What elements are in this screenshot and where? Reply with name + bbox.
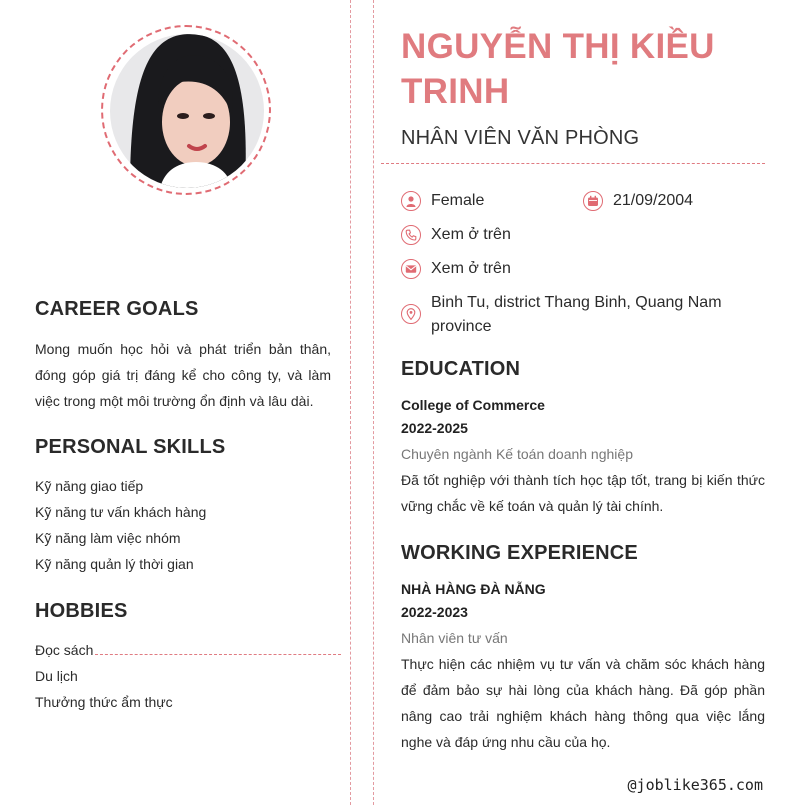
header (401, 24, 765, 150)
list-item: Kỹ năng giao tiếp (35, 478, 144, 494)
list-item: Kỹ năng làm việc nhóm (35, 530, 181, 546)
education-heading: EDUCATION (401, 358, 521, 380)
phone-row (401, 223, 511, 247)
experience-description: Thực hiện các nhiệm vụ tư vấn và chăm sóc khách hàng để đảm bảo sự hài lòng của khách hàng. Đã góp phần nâng cao trải nghiệm khách hàng thông qua việc lắng nghe và đáp ứng nhu cầu của họ. (401, 656, 765, 750)
birthday-value: 21/09/2004 (613, 192, 694, 209)
experience-role: Nhân viên tư vấn (401, 630, 508, 646)
right-divider-line (373, 0, 374, 805)
location-icon (401, 304, 421, 324)
career-goals-text: Mong muốn học hỏi và phát triển bản thân, đóng góp giá trị đáng kể cho công ty, và làm việc trong một môi trường ổn định và lâu dài. (35, 341, 331, 409)
career-goals-heading: CAREER GOALS (35, 298, 199, 320)
header-divider-line (381, 163, 765, 164)
address-row (401, 291, 765, 339)
calendar-icon (583, 191, 603, 211)
user-icon (401, 191, 421, 211)
education-school: College of Commerce (401, 397, 545, 413)
experience-years: 2022-2023 (401, 604, 468, 620)
experience-company: NHÀ HÀNG ĐÀ NẴNG (401, 581, 546, 597)
education-years: 2022-2025 (401, 420, 468, 436)
hobbies-heading: HOBBIES (35, 600, 128, 622)
list-item: Đọc sách (35, 642, 94, 658)
birthday-row (583, 189, 693, 213)
avatar (110, 34, 264, 188)
email-value: Xem ở trên (431, 260, 511, 277)
education-description: Đã tốt nghiệp với thành tích học tập tốt, trang bị kiến thức vững chắc về kế toán và quản lý tài chính. (401, 472, 765, 514)
address-value: Binh Tu, district Thang Binh, Quang Nam province (431, 294, 722, 335)
email-icon (401, 259, 421, 279)
phone-value: Xem ở trên (431, 226, 511, 243)
education-section (401, 358, 765, 519)
left-divider-line (350, 0, 351, 805)
full-name: NGUYỄN THỊ KIỀU TRINH (401, 27, 715, 111)
skills-heading: PERSONAL SKILLS (35, 436, 226, 458)
list-item: Du lịch (35, 668, 78, 684)
gender-row (401, 189, 484, 213)
education-major: Chuyên ngành Kế toán doanh nghiệp (401, 446, 633, 462)
email-row (401, 257, 511, 281)
gender-value: Female (431, 192, 485, 209)
list-item: Thưởng thức ẩm thực (35, 694, 173, 710)
list-item: Kỹ năng tư vấn khách hàng (35, 504, 207, 520)
phone-icon (401, 225, 421, 245)
job-title: NHÂN VIÊN VĂN PHÒNG (401, 127, 640, 149)
list-item: Kỹ năng quản lý thời gian (35, 556, 194, 572)
experience-heading: WORKING EXPERIENCE (401, 542, 638, 564)
experience-section (401, 542, 765, 755)
watermark-text: @joblike365.com (627, 776, 763, 794)
career-goals-section (35, 298, 331, 414)
skills-section (35, 436, 331, 577)
hobbies-section (35, 600, 331, 715)
